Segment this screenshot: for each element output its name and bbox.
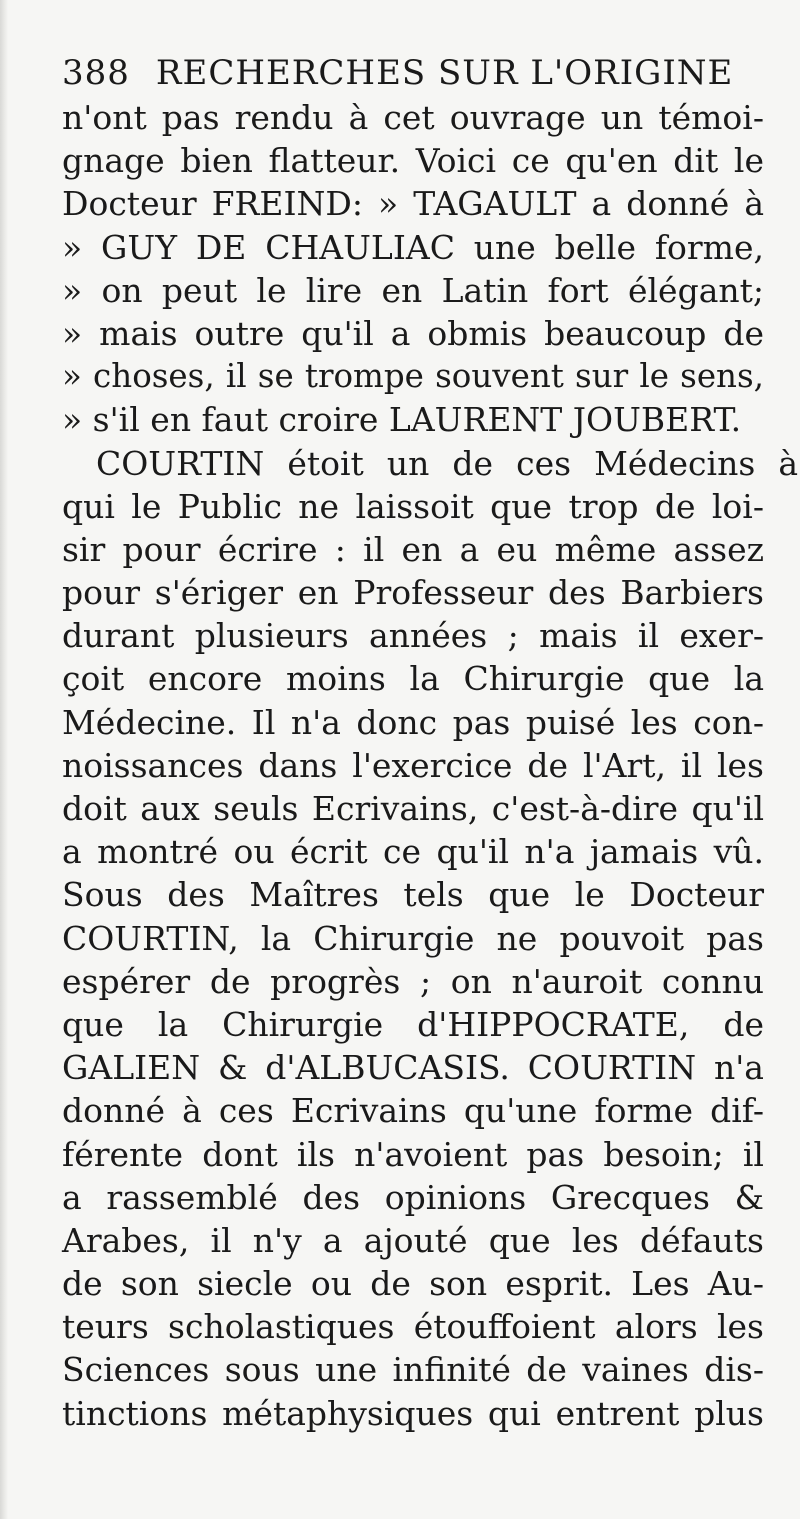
text-line: sir pour écrire : il en a eu même assez [62,529,764,569]
text-line: » on peut le lire en Latin fort élégant; [62,270,764,310]
text-line: qui le Public ne laissoit que trop de loi- [62,486,764,526]
text-line: » choses, il se trompe souvent sur le sens, [62,357,764,396]
text-line: COURTIN, la Chirurgie ne pouvoit pas [62,918,764,958]
text-line: GALIEN & d'ALBUCASIS. COURTIN n'a [62,1048,764,1088]
text-line: Sciences sous une infinité de vaines dis- [62,1350,764,1390]
text-line: COURTIN étoit un de ces Médecins à [96,443,798,483]
text-line: férente dont ils n'avoient pas besoin; il [62,1134,764,1174]
text-line: gnage bien flatteur. Voici ce qu'en dit le [62,141,764,181]
text-line: a montré ou écrit ce qu'il n'a jamais vû. [62,832,764,872]
text-line: Médecine. Il n'a donc pas puisé les con- [62,702,764,742]
running-title: RECHERCHES SUR L'ORIGINE [155,53,734,93]
text-line: tinctions métaphysiques qui entrent plus [62,1393,764,1433]
text-line: Sous des Maîtres tels que le Docteur [62,875,764,915]
text-line: doit aux seuls Ecrivains, c'est-à-dire qu'il [62,789,764,828]
text-line: çoit encore moins la Chirurgie que la [62,659,764,699]
text-line: durant plusieurs années ; mais il exer- [62,616,764,656]
text-line: n'ont pas rendu à cet ouvrage un témoi- [62,98,764,137]
running-header [62,48,762,98]
text-line: pour s'ériger en Professeur des Barbiers [62,573,764,613]
text-line: » mais outre qu'il a obmis beaucoup de [62,313,764,353]
text-line: » s'il en faut croire LAURENT JOUBERT. [62,400,742,440]
page-text [62,96,798,1435]
text-line: a rassemblé des opinions Grecques & [62,1177,764,1217]
text-line: Docteur FREIND: » TAGAULT a donné à [62,184,764,224]
text-line: de son siecle ou de son esprit. Les Au- [62,1264,764,1304]
text-line: Arabes, il n'y a ajouté que les défauts [62,1220,764,1260]
text-line: » GUY DE CHAULIAC une belle forme, [62,227,764,267]
text-line: que la Chirurgie d'HIPPOCRATE, de [62,1004,764,1044]
page-number: 388 [62,53,130,93]
text-line: donné à ces Ecrivains qu'une forme dif- [62,1091,764,1131]
text-line: noissances dans l'exercice de l'Art, il les [62,745,764,785]
text-line: teurs scholastiques étouffoient alors les [62,1307,764,1347]
text-line: espérer de progrès ; on n'auroit connu [62,961,764,1001]
